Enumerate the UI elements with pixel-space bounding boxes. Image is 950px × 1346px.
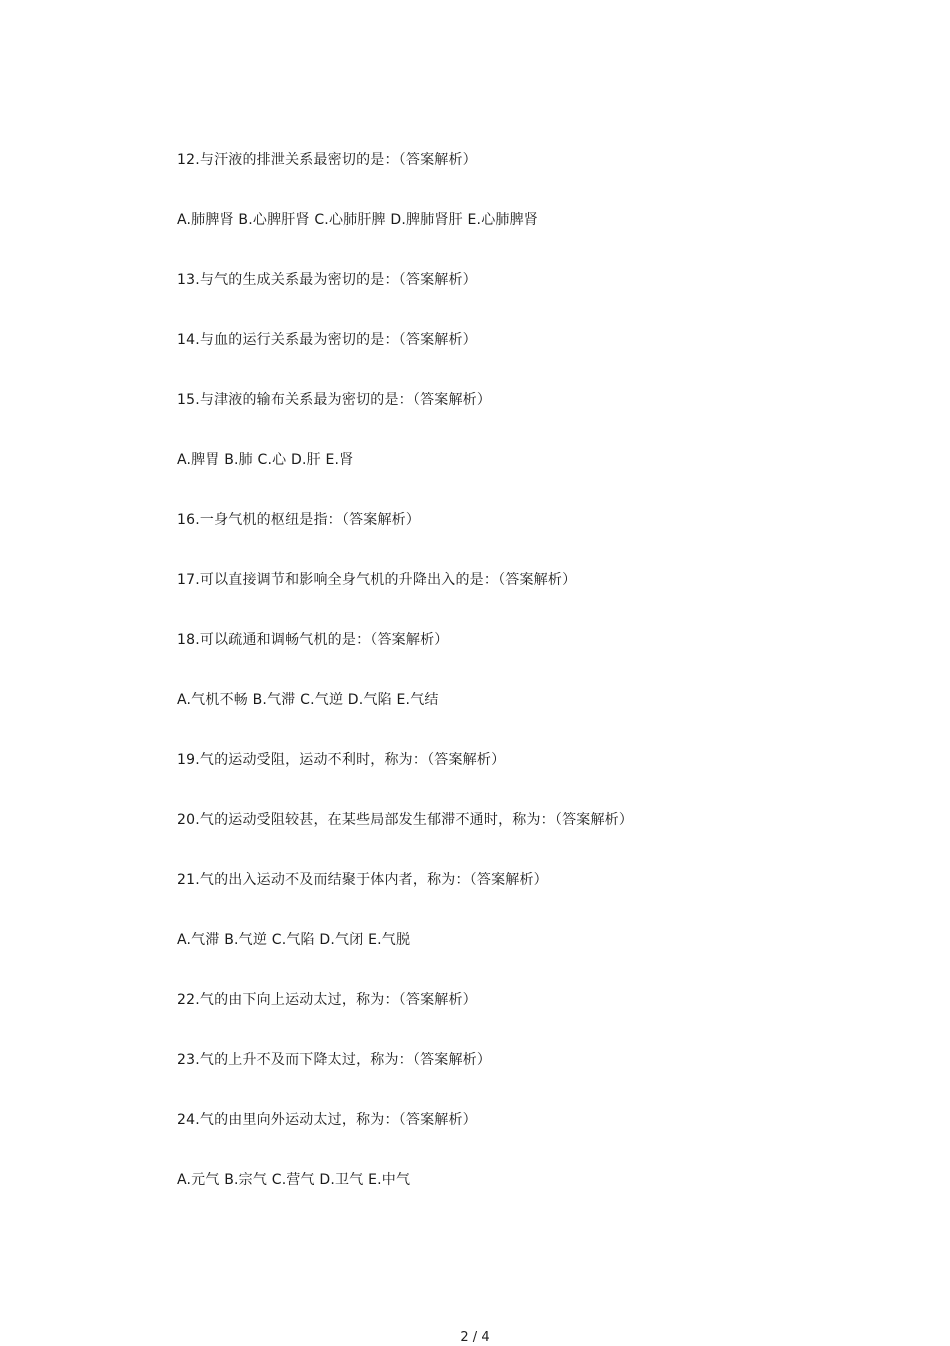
question-23: 23.气的上升不及而下降太过，称为：（答案解析） — [177, 1052, 492, 1068]
options-group-19-21: A.气滞 B.气逆 C.气陷 D.气闭 E.气脱 — [177, 932, 411, 948]
question-22: 22.气的由下向上运动太过，称为：（答案解析） — [177, 992, 477, 1008]
question-24: 24.气的由里向外运动太过，称为：（答案解析） — [177, 1112, 477, 1128]
page-number: 2 / 4 — [460, 1330, 490, 1345]
question-16: 16.一身气机的枢纽是指：（答案解析） — [177, 512, 421, 528]
question-12: 12.与汗液的排泄关系最密切的是：（答案解析） — [177, 152, 477, 168]
options-group-16-18: A.气机不畅 B.气滞 C.气逆 D.气陷 E.气结 — [177, 692, 439, 708]
question-21: 21.气的出入运动不及而结聚于体内者，称为：（答案解析） — [177, 872, 548, 888]
options-group-22-24: A.元气 B.宗气 C.营气 D.卫气 E.中气 — [177, 1172, 411, 1188]
question-17: 17.可以直接调节和影响全身气机的升降出入的是：（答案解析） — [177, 572, 577, 588]
question-15: 15.与津液的输布关系最为密切的是：（答案解析） — [177, 392, 492, 408]
question-18: 18.可以疏通和调畅气机的是：（答案解析） — [177, 632, 449, 648]
question-20: 20.气的运动受阻较甚，在某些局部发生郁滞不通时，称为：（答案解析） — [177, 812, 634, 828]
options-group-12: A.肺脾肾 B.心脾肝肾 C.心肺肝脾 D.脾肺肾肝 E.心肺脾肾 — [177, 212, 538, 228]
options-group-13-15: A.脾胃 B.肺 C.心 D.肝 E.肾 — [177, 452, 354, 468]
question-19: 19.气的运动受阻，运动不利时，称为：（答案解析） — [177, 752, 506, 768]
question-14: 14.与血的运行关系最为密切的是：（答案解析） — [177, 332, 477, 348]
question-13: 13.与气的生成关系最为密切的是：（答案解析） — [177, 272, 477, 288]
question-list — [177, 150, 877, 1230]
